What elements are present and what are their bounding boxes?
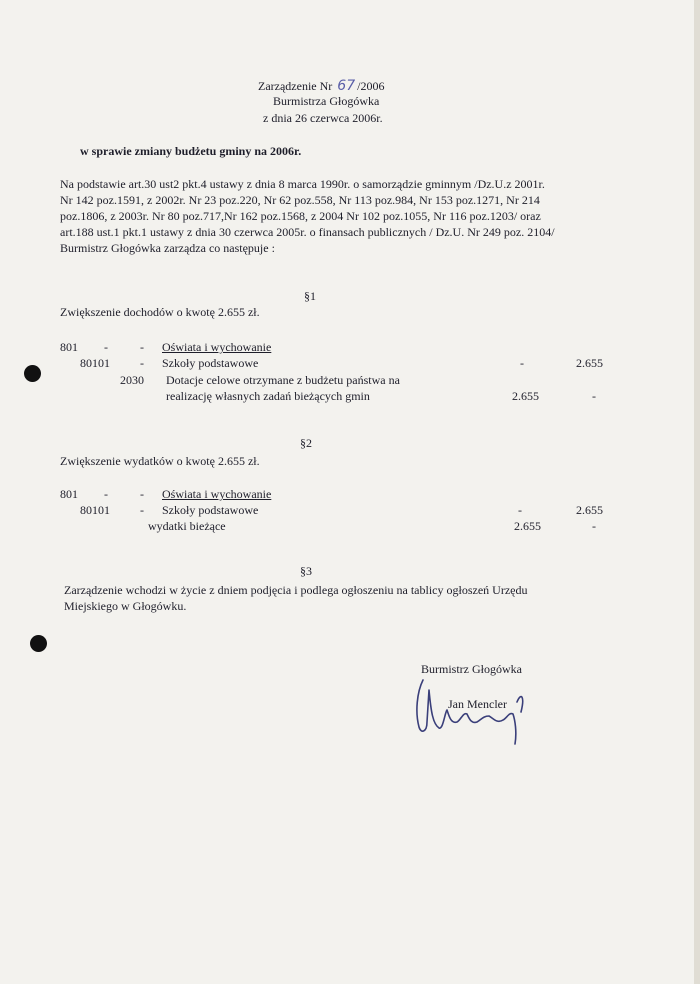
s1-row3-code: 2030 bbox=[120, 373, 144, 387]
s2-row1-dash1: - bbox=[104, 487, 108, 501]
s2-row3-col2: - bbox=[592, 519, 596, 533]
s2-row2-code: 80101 bbox=[80, 503, 110, 517]
s2-row2-name: Szkoły podstawowe bbox=[162, 503, 259, 517]
s1-row3-name-line2: realizację własnych zadań bieżących gmin bbox=[166, 389, 370, 403]
s1-row1-code: 801 bbox=[60, 340, 78, 354]
page-edge-shadow bbox=[694, 0, 700, 984]
intro-line-3: poz.1806, z 2003r. Nr 80 poz.717,Nr 162 poz.1568, z 2004 Nr 102 poz.1055, Nr 116 poz.1203/ oraz bbox=[60, 209, 541, 223]
binder-hole-top bbox=[24, 365, 41, 382]
document-date: z dnia 26 czerwca 2006r. bbox=[263, 111, 383, 125]
intro-line-5: Burmistrz Głogówka zarządza co następuje : bbox=[60, 241, 275, 255]
s1-row1-dash2: - bbox=[140, 340, 144, 354]
s1-row3-col2: - bbox=[592, 389, 596, 403]
signature-title: Burmistrz Głogówka bbox=[421, 662, 522, 676]
s2-row1-name: Oświata i wychowanie bbox=[162, 487, 272, 501]
s2-row1-dash2: - bbox=[140, 487, 144, 501]
section1-marker: §1 bbox=[304, 289, 316, 303]
s2-row2-dash: - bbox=[140, 503, 144, 517]
section2-marker: §2 bbox=[300, 436, 312, 450]
document-title bbox=[258, 78, 384, 94]
s1-row2-dash: - bbox=[140, 356, 144, 370]
intro-line-1: Na podstawie art.30 ust2 pkt.4 ustawy z dnia 8 marca 1990r. o samorządzie gminnym /Dz.U.z 2001r. bbox=[60, 177, 545, 191]
handwritten-number: 67 bbox=[337, 78, 356, 94]
title-prefix: Zarządzenie Nr bbox=[258, 79, 333, 93]
intro-line-2: Nr 142 poz.1591, z 2002r. Nr 23 poz.220, Nr 62 poz.558, Nr 113 poz.984, Nr 153 poz.1271, Nr 214 bbox=[60, 193, 540, 207]
issuer: Burmistrza Głogówka bbox=[273, 94, 380, 108]
s2-row2-col2: 2.655 bbox=[576, 503, 603, 517]
s1-row2-col1: - bbox=[520, 356, 524, 370]
signature-name: Jan Mencler bbox=[448, 697, 507, 711]
s2-row2-col1: - bbox=[518, 503, 522, 517]
s1-row1-dash1: - bbox=[104, 340, 108, 354]
section3-line-2: Miejskiego w Głogówku. bbox=[64, 599, 187, 613]
section3-marker: §3 bbox=[300, 564, 312, 578]
s1-row1-name: Oświata i wychowanie bbox=[162, 340, 272, 354]
section2-heading: Zwiększenie wydatków o kwotę 2.655 zł. bbox=[60, 454, 260, 468]
binder-hole-bottom bbox=[30, 635, 47, 652]
section1-heading: Zwiększenie dochodów o kwotę 2.655 zł. bbox=[60, 305, 260, 319]
s1-row3-name-line1: Dotacje celowe otrzymane z budżetu państwa na bbox=[166, 373, 400, 387]
title-suffix: /2006 bbox=[357, 79, 385, 93]
s1-row3-col1: 2.655 bbox=[512, 389, 539, 403]
intro-line-4: art.188 ust.1 pkt.1 ustawy z dnia 30 czerwca 2005r. o finansach publicznych / Dz.U. Nr 249 poz. 2104/ bbox=[60, 225, 555, 239]
s2-row3-name: wydatki bieżące bbox=[148, 519, 226, 533]
s1-row2-col2: 2.655 bbox=[576, 356, 603, 370]
handwritten-signature bbox=[405, 672, 545, 752]
document-subject: w sprawie zmiany budżetu gminy na 2006r. bbox=[80, 144, 302, 158]
s2-row3-col1: 2.655 bbox=[514, 519, 541, 533]
s2-row1-code: 801 bbox=[60, 487, 78, 501]
s1-row2-name: Szkoły podstawowe bbox=[162, 356, 259, 370]
section3-line-1: Zarządzenie wchodzi w życie z dniem podjęcia i podlega ogłoszeniu na tablicy ogłoszeń Urzędu bbox=[64, 583, 528, 597]
s1-row2-code: 80101 bbox=[80, 356, 110, 370]
